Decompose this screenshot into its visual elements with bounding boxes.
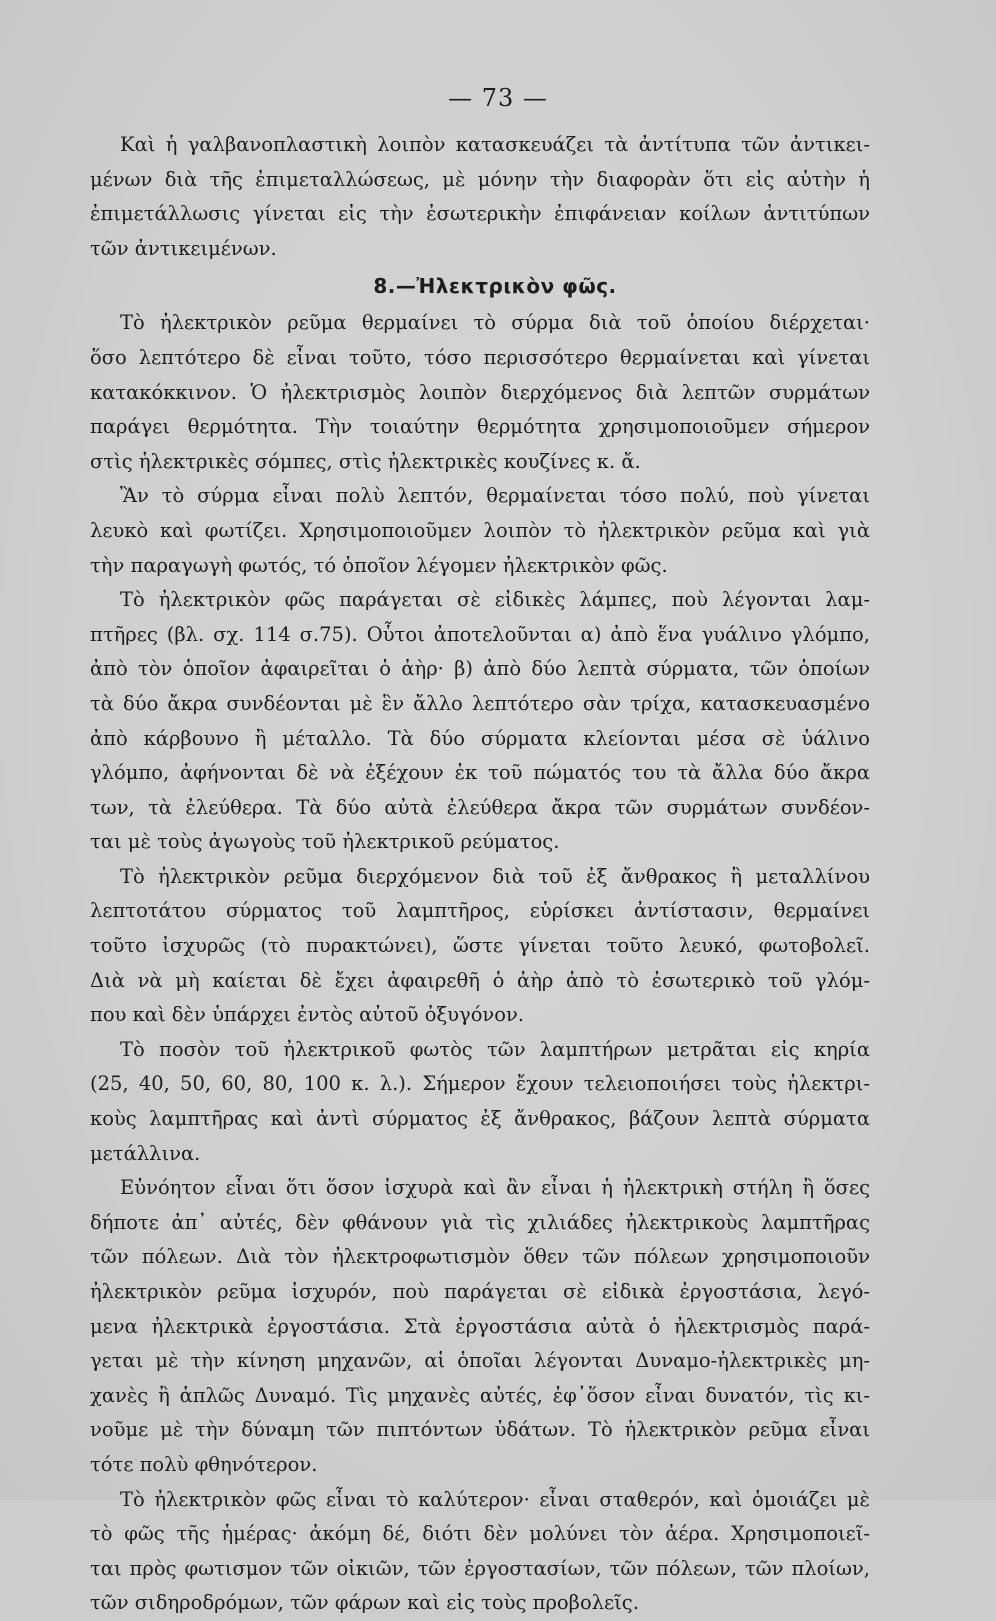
text-line: παράγει θερμότητα. Τὴν τοιαύτην θερμότητα χρησιμοποιοῦμεν σήμερον: [90, 415, 870, 439]
text-line: Τὸ ἠλεκτρικὸν ρεῦμα διερχόμενον διὰ τοῦ ἐξ ἄνθρακος ἢ μεταλλίνου: [120, 864, 870, 888]
text-line: τῶν ἀντικειμένων.: [90, 236, 277, 260]
text-line: κατακόκκινον. Ὁ ἠλεκτρισμὸς λοιπὸν διερχόμενος διὰ λεπτῶν συρμάτων: [90, 380, 870, 404]
text-line: ἠλεκτρικὸν ρεῦμα ἰσχυρόν, ποὺ παράγεται σὲ εἰδικὰ ἐργοστάσια, λεγό-: [90, 1280, 870, 1303]
text-line: (25, 40, 50, 60, 80, 100 κ. λ.). Σήμερον ἔχουν τελειοποιήσει τοὺς ἠλεκτρι-: [90, 1072, 870, 1096]
text-line: γεται μὲ τὴν κίνηση μηχανῶν, αἱ ὁποῖαι λέγονται Δυναμο-ἠλεκτρικὲς μη-: [90, 1349, 870, 1373]
section-heading: 8.—Ἠλεκτρικὸν φῶς.: [373, 274, 617, 299]
text-line: ὅσο λεπτότερο δὲ εἶναι τοῦτο, τόσο περισσότερο θερμαίνεται καὶ γίνεται: [90, 345, 870, 369]
text-line: ται πρὸς φωτισμον τῶν οἰκιῶν, τῶν ἐργοστασίων, τῶν πόλεων, τῶν πλοίων,: [90, 1556, 870, 1580]
page-number: — 73 —: [448, 84, 548, 112]
text-line: στὶς ἠλεκτρικὲς σόμπες, στὶς ἠλεκτρικὲς κουζίνες κ. ἄ.: [90, 449, 641, 473]
text-line: δήποτε ἀπ᾽ αὐτές, δὲν φθάνουν γιὰ τὶς χιλιάδες ἠλεκτρικοὺς λαμπτῆρας: [90, 1210, 870, 1234]
body-text: [90, 128, 870, 1621]
text-line: ἀπὸ κάρβουνο ἢ μέταλλο. Τὰ δύο σύρματα κλείονται μέσα σὲ ὑάλινο: [90, 726, 870, 750]
text-line: Ἂν τὸ σύρμα εἶναι πολὺ λεπτόν, θερμαίνεται τόσο πολύ, ποὺ γίνεται: [120, 484, 870, 508]
text-line: νοῦμε μὲ τὴν δύναμη τῶν πιπτόντων ὑδάτων. Τὸ ἠλεκτρικὸν ρεῦμα εἶναι: [90, 1418, 870, 1442]
text-line: γλόμπο, ἀφήνονται δὲ νὰ ἐξέχουν ἐκ τοῦ πώματός του τὰ ἄλλα δύο ἄκρα: [90, 761, 870, 785]
text-line: μενα ἠλεκτρικὰ ἐργοστάσια. Στὰ ἐργοστάσια αὐτὰ ὁ ἠλεκτρισμὸς παρά-: [90, 1314, 870, 1338]
text-line: των, τὰ ἐλεύθερα. Τὰ δύο αὐτὰ ἐλεύθερα ἄκρα τῶν συρμάτων συνδέον-: [90, 795, 870, 819]
text-line: ται μὲ τοὺς ἀγωγοὺς τοῦ ἠλεκτρικοῦ ρεύματος.: [90, 830, 560, 854]
text-line: Διὰ νὰ μὴ καίεται δὲ ἔχει ἀφαιρεθῆ ὁ ἀὴρ ἀπὸ τὸ ἐσωτερικὸ τοῦ γλόμ-: [90, 968, 870, 992]
text-line: μετάλλινα.: [90, 1141, 201, 1165]
text-line: Τὸ ἠλεκτρικὸν φῶς εἶναι τὸ καλύτερον· εἶναι σταθερόν, καὶ ὁμοιάζει μὲ: [120, 1487, 870, 1511]
text-line: Τὸ ἠλεκτρικὸν φῶς παράγεται σὲ εἰδικὲς λάμπες, ποὺ λέγονται λαμ-: [120, 588, 870, 612]
text-line: λευκὸ καὶ φωτίζει. Χρησιμοποιοῦμεν λοιπὸν τὸ ἠλεκτρικὸν ρεῦμα καὶ γιὰ: [90, 518, 870, 542]
text-line: τὴν παραγωγὴ φωτός, τό ὁποῖον λέγομεν ἠλεκτρικὸν φῶς.: [90, 553, 668, 577]
text-line: τῶν σιδηροδρόμων, τῶν φάρων καὶ εἰς τοὺς προβολεῖς.: [90, 1591, 639, 1615]
text-line: ἀπὸ τὸν ὁποῖον ἀφαιρεῖται ὁ ἀὴρ· β) ἀπὸ δύο λεπτὰ σύρματα, τῶν ὁποίων: [90, 657, 870, 681]
text-line: μένων διὰ τῆς ἐπιμεταλλώσεως, μὲ μόνην τὴν διαφορὰν ὅτι εἰς αὐτὴν ἡ: [90, 167, 870, 191]
text-line: Τὸ ἠλεκτρικὸν ρεῦμα θερμαίνει τὸ σύρμα διὰ τοῦ ὁποίου διέρχεται·: [120, 311, 870, 335]
text-line: τοῦτο ἰσχυρῶς (τὸ πυρακτώνει), ὥστε γίνεται τοῦτο λευκό, φωτοβολεῖ.: [90, 934, 870, 958]
text-line: λεπτοτάτου σύρματος τοῦ λαμπτῆρος, εὑρίσκει ἀντίστασιν, θερμαίνει: [90, 899, 870, 923]
text-line: ἐπιμετάλλωσις γίνεται εἰς τὴν ἐσωτερικὴν ἐπιφάνειαν κοίλων ἀντιτύπων: [90, 202, 870, 226]
text-line: τότε πολὺ φθηνότερον.: [90, 1452, 318, 1476]
text-line: κοὺς λαμπτῆρας καὶ ἀντὶ σύρματος ἐξ ἄνθρακος, βάζουν λεπτὰ σύρματα: [90, 1107, 870, 1131]
text-line: πτῆρες (βλ. σχ. 114 σ.75). Οὗτοι ἀποτελοῦνται α) ἀπὸ ἕνα γυάλινο γλόμπο,: [90, 622, 870, 646]
text-line: που καὶ δὲν ὑπάρχει ἐντὸς αὐτοῦ ὀξυγόνον.: [90, 1003, 525, 1027]
text-line: Καὶ ἡ γαλβανοπλαστικὴ λοιπὸν κατασκευάζει τὰ ἀντίτυπα τῶν ἀντικει-: [120, 133, 870, 156]
text-line: χανὲς ἢ ἁπλῶς Δυναμό. Τὶς μηχανὲς αὐτές, ἐφ᾽ὅσον εἶναι δυνατόν, τὶς κι-: [90, 1383, 870, 1407]
text-line: τῶν πόλεων. Διὰ τὸν ἠλεκτροφωτισμὸν ὅθεν τῶν πόλεων χρησιμοποιοῦν: [90, 1245, 870, 1269]
text-line: Εὐνόητον εἶναι ὅτι ὅσον ἰσχυρὰ καὶ ἂν εἶναι ἡ ἠλεκτρικὴ στήλη ἢ ὅσες: [120, 1176, 870, 1200]
text-line: τὸ φῶς τῆς ἡμέρας· ἀκόμη δέ, διότι δὲν μολύνει τὸν ἀέρα. Χρησιμοποιεῖ-: [90, 1522, 870, 1546]
text-line: τὰ δύο ἄκρα συνδέονται μὲ ἓν ἄλλο λεπτότερο σὰν τρίχα, κατασκευασμένο: [90, 691, 870, 715]
text-line: Τὸ ποσὸν τοῦ ἠλεκτρικοῦ φωτὸς τῶν λαμπτήρων μετρᾶται εἰς κηρία: [120, 1037, 870, 1061]
